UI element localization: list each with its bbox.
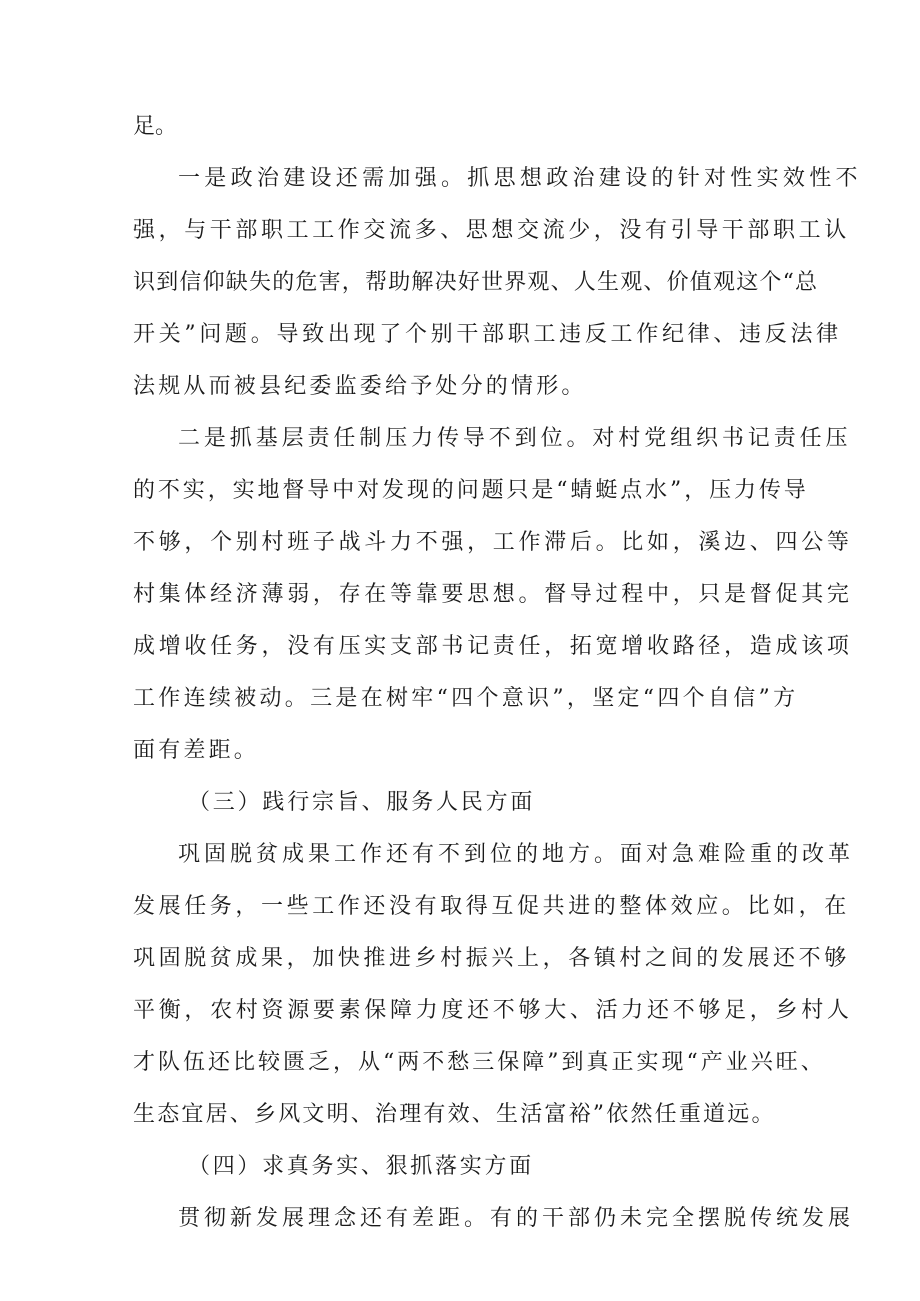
text-line: 生态宜居、乡风文明、治理有效、生活富裕”依然任重道远。 [133,1102,776,1127]
text-line: 贯彻新发展理念还有差距。有的干部仍未完全摆脱传统发展 [178,1206,855,1231]
text-line: 一是政治建设还需加强。抓思想政治建设的针对性实效性不 [178,166,862,191]
text-line: 发展任务，一些工作还没有取得互促共进的整体效应。比如，在 [133,894,850,919]
text-line: 平衡，农村资源要素保障力度还不够大、活力还不够足，乡村人 [133,998,853,1023]
text-line: 开关”问题。导致出现了个别干部职工违反工作纪律、违反法律 [133,322,842,347]
text-line: 面有差距。 [133,738,260,763]
text-line: 巩固脱贫成果工作还有不到位的地方。面对急难险重的改革 [178,842,855,867]
text-line: 法规从而被县纪委监委给予处分的情形。 [133,374,587,399]
section-heading: （四）求真务实、狠抓落实方面 [188,1154,534,1179]
text-line: 才队伍还比较匮乏，从“两不愁三保障”到真正实现“产业兴旺、 [133,1050,826,1075]
text-line: 不够，个别村班子战斗力不强，工作滞后。比如，溪边、四公等 [133,530,853,555]
text-line: 强，与干部职工工作交流多、思想交流少，没有引导干部职工认 [133,218,850,243]
text-line: 足。 [133,114,178,139]
text-line: 村集体经济薄弱，存在等靠要思想。督导过程中，只是督促其完 [133,582,853,607]
text-line: 巩固脱贫成果，加快推进乡村振兴上，各镇村之间的发展还不够 [133,946,850,971]
text-line: 成增收任务，没有压实支部书记责任，拓宽增收路径，造成该项 [133,634,853,659]
section-heading: （三）践行宗旨、服务人民方面 [188,790,536,815]
text-line: 识到信仰缺失的危害，帮助解决好世界观、人生观、价值观这个“总 [133,270,819,295]
text-line: 工作连续被动。三是在树牢“四个意识”，坚定“四个自信”方 [133,686,799,711]
text-line: 二是抓基层责任制压力传导不到位。对村党组织书记责任压 [178,426,852,451]
text-line: 的不实，实地督导中对发现的问题只是“蜻蜓点水”，压力传导 [133,478,809,503]
